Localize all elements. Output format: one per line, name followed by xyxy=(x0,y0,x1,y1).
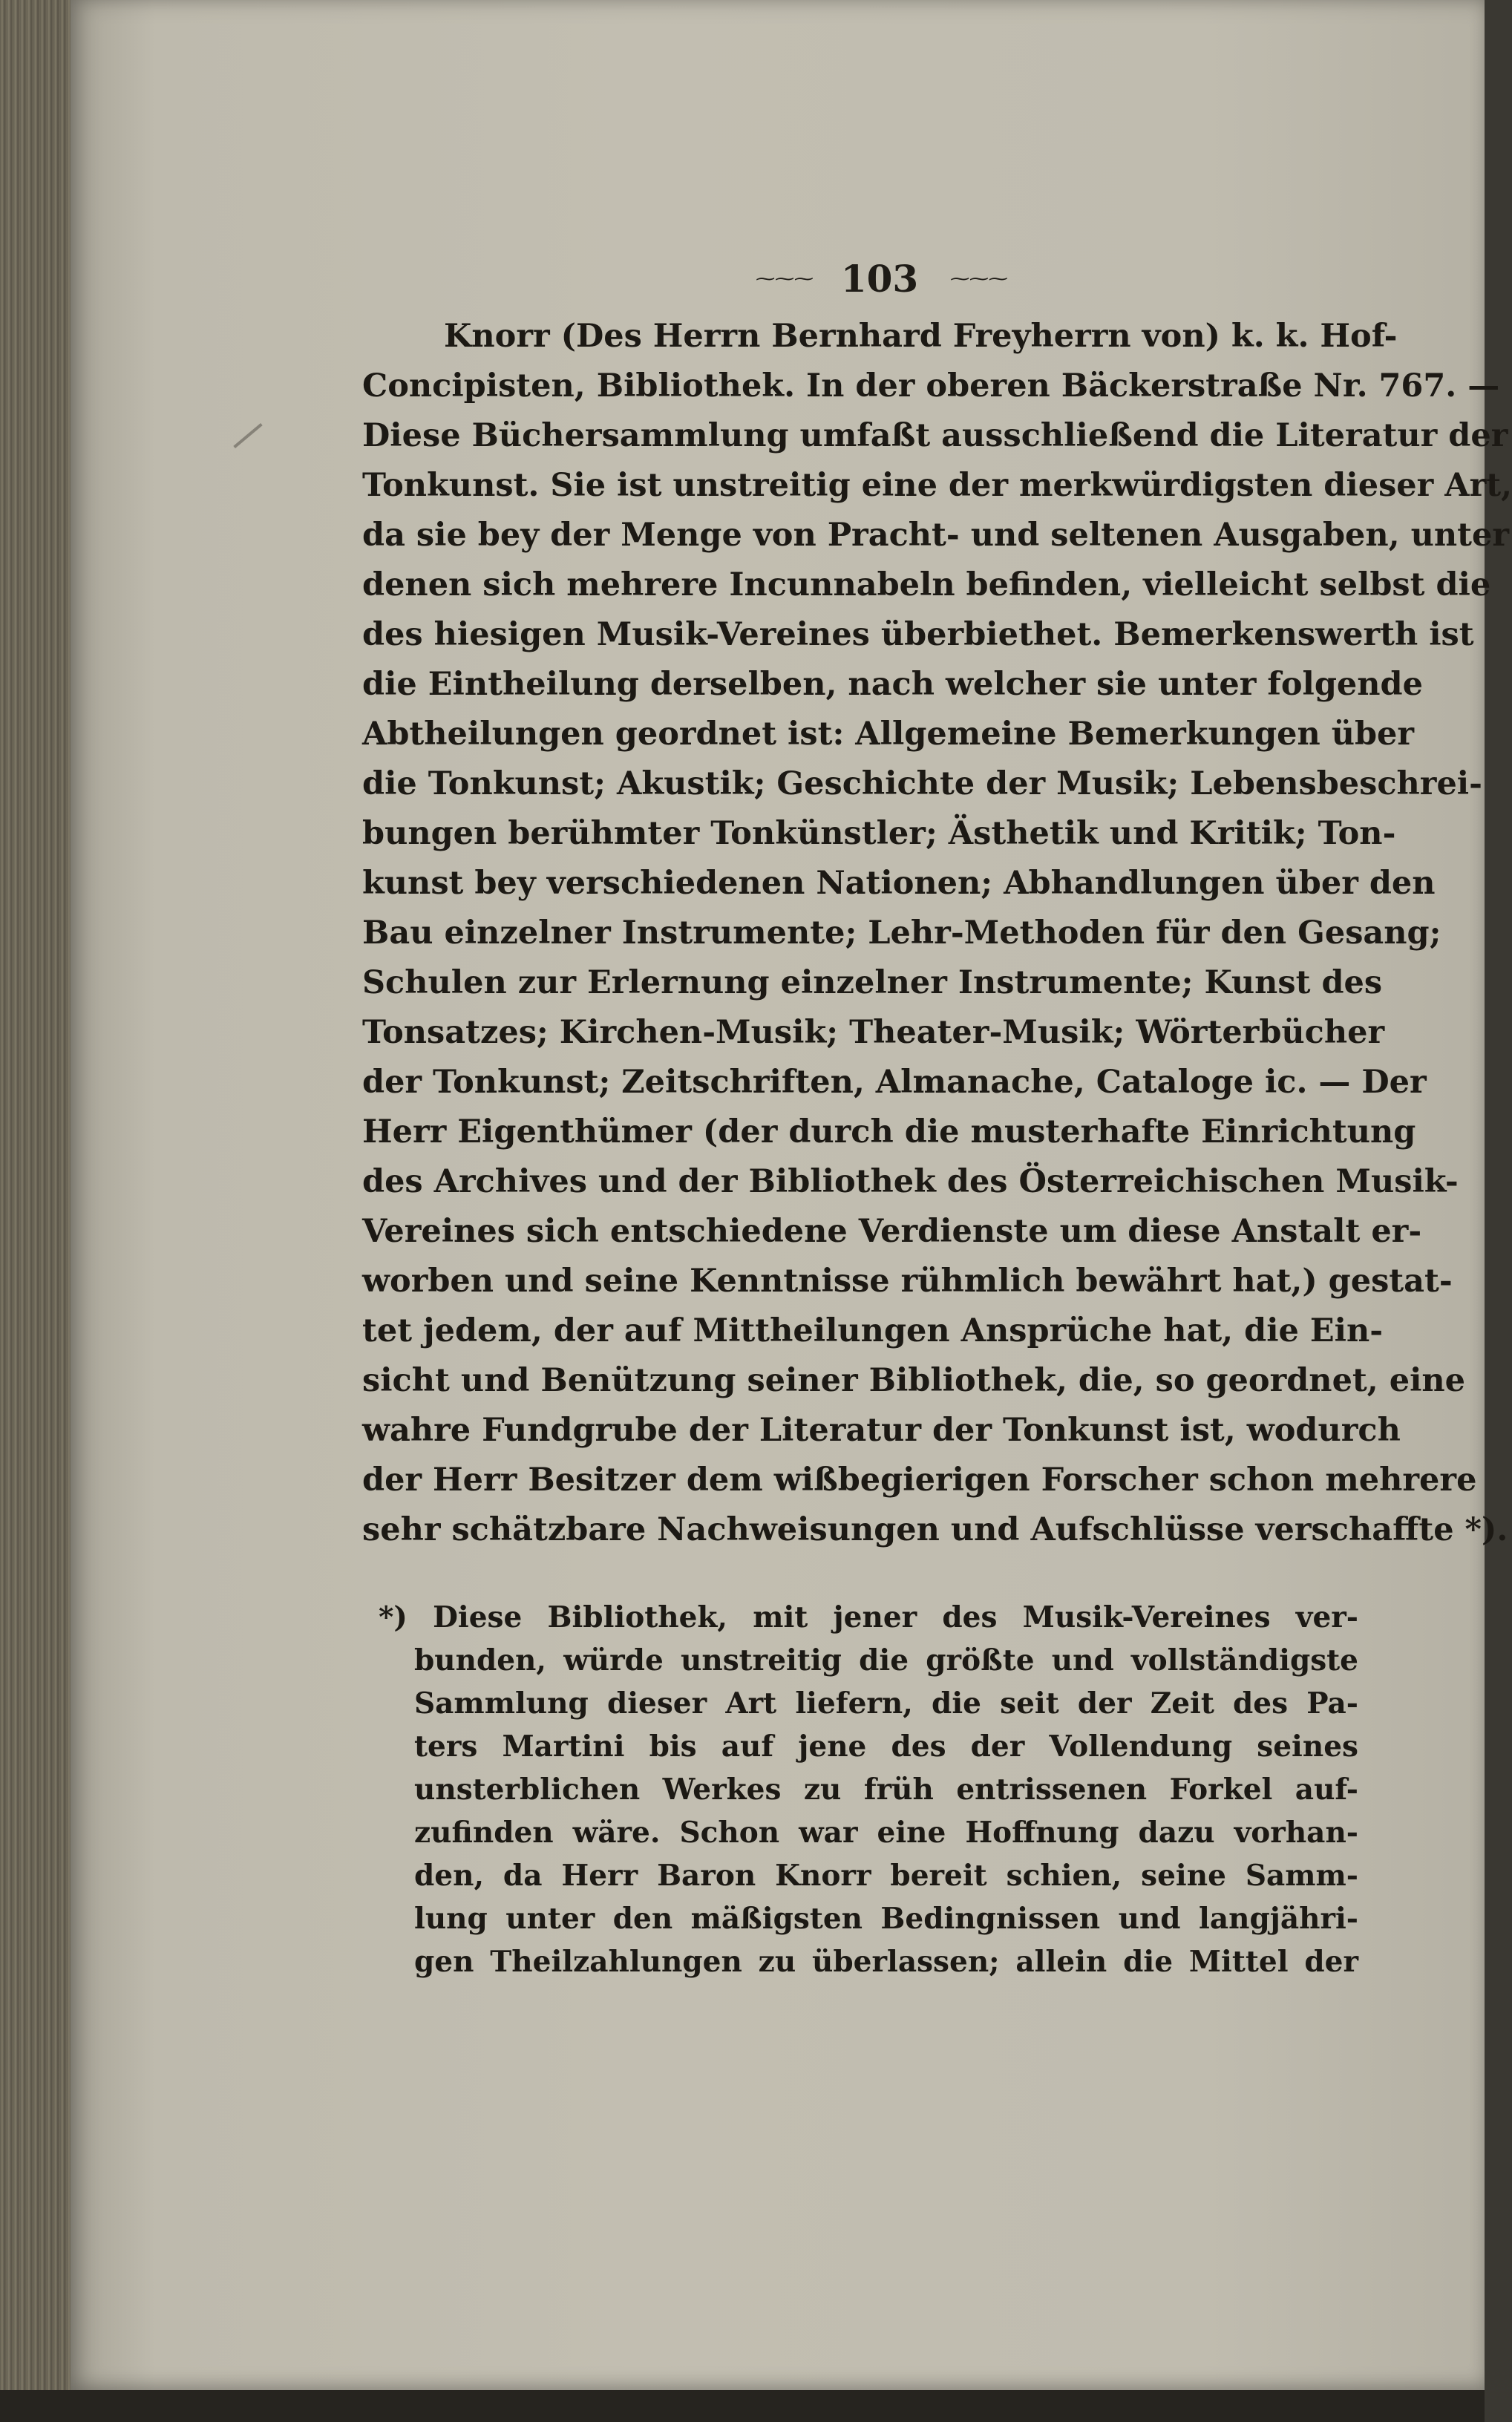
text-line: Bau einzelner Instrumente; Lehr-Methoden für den Gesang; xyxy=(362,914,1441,952)
text-line: da sie bey der Menge von Pracht- und seltenen Ausgaben, unter xyxy=(362,517,1510,554)
footnote-line: *) Diese Bibliothek, mit jener des Musik-Vereines ver- xyxy=(379,1600,1358,1634)
text-line: wahre Fundgrube der Literatur der Tonkunst ist, wodurch xyxy=(362,1412,1401,1449)
footnote-line: zufinden wäre. Schon war eine Hoffnung dazu vorhan- xyxy=(414,1816,1358,1850)
text-line: denen sich mehrere Incunnabeln befinden, vielleicht selbst die xyxy=(362,566,1491,603)
text-line: Tonsatzes; Kirchen-Musik; Theater-Musik; Wörterbücher xyxy=(362,1014,1385,1051)
text-line: sicht und Benützung seiner Bibliothek, die, so geordnet, eine xyxy=(362,1362,1466,1399)
text-line: Tonkunst. Sie ist unstreitig eine der merkwürdigsten dieser Art, xyxy=(362,467,1512,504)
ornament-left: ~~~ xyxy=(753,268,811,289)
text-line: Herr Eigenthümer (der durch die musterhafte Einrichtung xyxy=(362,1113,1416,1151)
text-line: Abtheilungen geordnet ist: Allgemeine Bemerkungen über xyxy=(362,716,1415,753)
footnote-line: lung unter den mäßigsten Bedingnissen und langjähri- xyxy=(414,1902,1358,1936)
text-line: sehr schätzbare Nachweisungen und Aufschlüsse verschaffte *). xyxy=(362,1511,1508,1548)
text-line: Concipisten, Bibliothek. In der oberen Bäckerstraße Nr. 767. — xyxy=(362,367,1500,405)
text-line: Vereines sich entschiedene Verdienste um diese Anstalt er- xyxy=(362,1213,1422,1250)
footnote-line: Sammlung dieser Art liefern, die seit der Zeit des Pa- xyxy=(414,1686,1358,1721)
text-line: Diese Büchersammlung umfaßt ausschließend die Literatur der xyxy=(362,417,1508,454)
footnote-line: bunden, würde unstreitig die größte und vollständigste xyxy=(414,1643,1358,1678)
text-line: worben und seine Kenntnisse rühmlich bewährt hat,) gestat- xyxy=(362,1263,1453,1300)
text-line: der Herr Besitzer dem wißbegierigen Forscher schon mehrere xyxy=(362,1462,1477,1499)
text-line: die Eintheilung derselben, nach welcher sie unter folgende xyxy=(362,666,1423,703)
footnote-line: den, da Herr Baron Knorr bereit schien, seine Samm- xyxy=(414,1859,1358,1893)
text-line: der Tonkunst; Zeitschriften, Almanache, Cataloge ic. — Der xyxy=(362,1064,1427,1101)
text-line: des hiesigen Musik-Vereines überbiethet. Bemerkenswerth ist xyxy=(362,616,1474,653)
footnote-line: ters Martini bis auf jene des der Vollendung seines xyxy=(414,1729,1358,1764)
page-number: 103 xyxy=(840,256,919,301)
text-line: Schulen zur Erlernung einzelner Instrumente; Kunst des xyxy=(362,964,1383,1001)
text-line: bungen berühmter Tonkünstler; Ästhetik und Kritik; Ton- xyxy=(362,815,1396,852)
footnote-line: unsterblichen Werkes zu früh entrissenen Forkel auf- xyxy=(414,1773,1358,1807)
page-bottom-edge xyxy=(0,2390,1485,2422)
page-edges xyxy=(0,0,71,2422)
footnote-line: gen Theilzahlungen zu überlassen; allein die Mittel der xyxy=(414,1945,1358,1979)
page-header xyxy=(724,252,1035,304)
main-text-block xyxy=(362,312,1512,1555)
text-line: tet jedem, der auf Mittheilungen Ansprüche hat, die Ein- xyxy=(362,1312,1384,1349)
text-line: kunst bey verschiedenen Nationen; Abhandlungen über den xyxy=(362,865,1436,902)
text-line: die Tonkunst; Akustik; Geschichte der Musik; Lebensbeschrei- xyxy=(362,765,1482,802)
ornament-right: ~~~ xyxy=(948,268,1006,289)
text-line: des Archives und der Bibliothek des Österreichischen Musik- xyxy=(362,1163,1459,1200)
footnote-block xyxy=(379,1596,1358,1983)
text-line: Knorr (Des Herrn Bernhard Freyherrn von) k. k. Hof- xyxy=(444,318,1398,355)
